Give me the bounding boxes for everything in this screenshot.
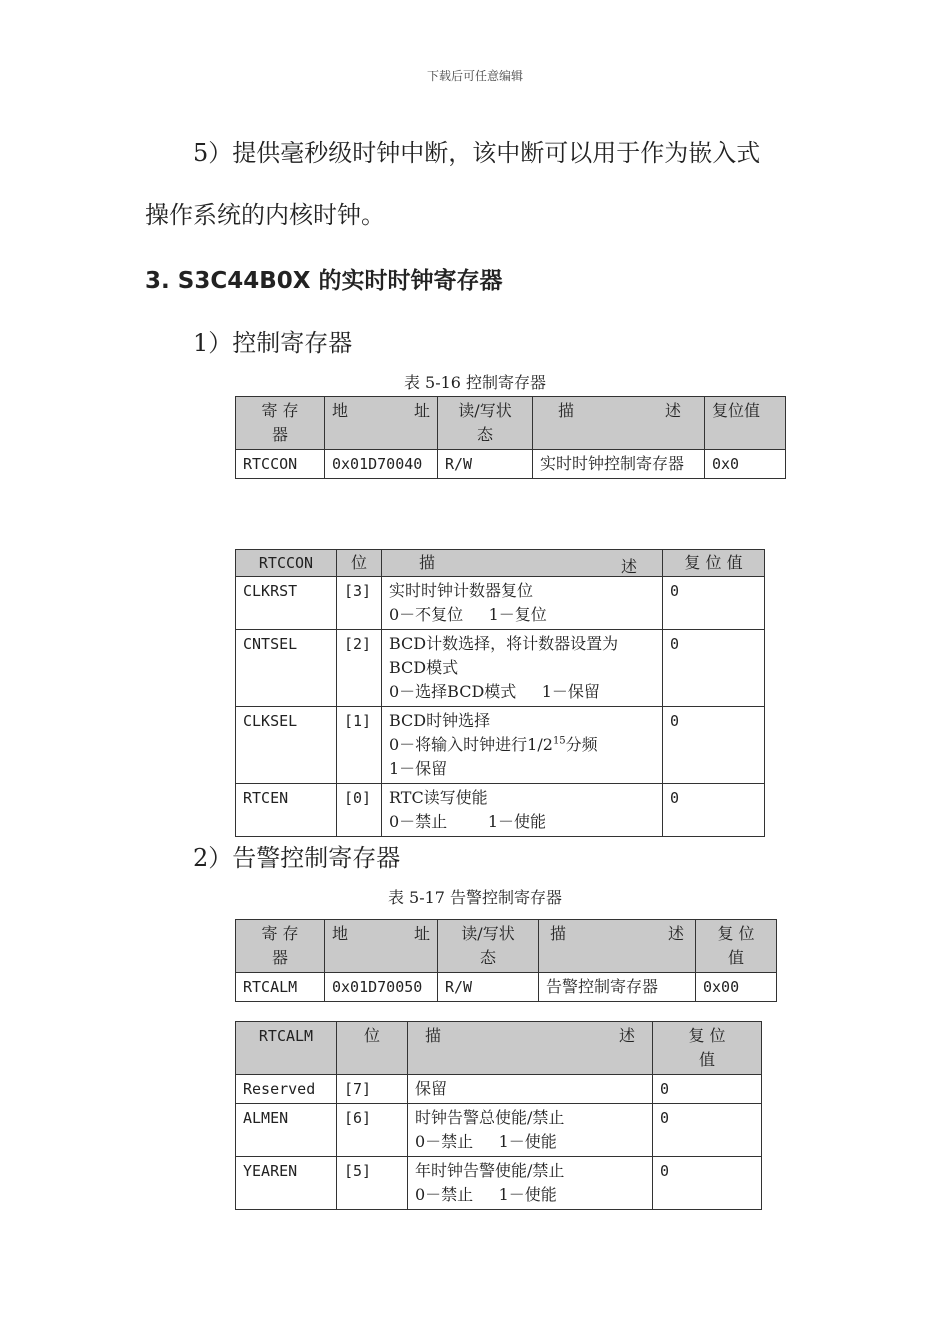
- cell-description: 保留: [408, 1075, 653, 1104]
- header-reset: 复 位 值: [653, 1022, 762, 1075]
- header-description: 描 述: [408, 1022, 653, 1075]
- cell-description: 时钟告警总使能/禁止 0－禁止 1－使能: [408, 1104, 653, 1157]
- cell-bit: [7]: [337, 1075, 408, 1104]
- cell-name: Reserved: [236, 1075, 337, 1104]
- table-header-row: [236, 550, 765, 577]
- cell-register: RTCALM: [236, 973, 325, 1002]
- table-header-row: [236, 397, 786, 450]
- cell-description: RTC读写使能 0－禁止 1－使能: [382, 784, 663, 837]
- cell-bit: [1]: [337, 707, 382, 784]
- bitfield-table-rtcalm: [235, 1021, 762, 1210]
- header-reset: 复 位 值: [663, 550, 765, 577]
- table-row: [236, 630, 765, 707]
- header-bit: 位: [337, 550, 382, 577]
- cell-bit: [0]: [337, 784, 382, 837]
- subsection-title: 1）控制寄存器: [193, 329, 353, 357]
- cell-bit: [2]: [337, 630, 382, 707]
- header-reset: 复 位 值: [696, 920, 777, 973]
- cell-reset: 0: [653, 1157, 762, 1210]
- bitfield-table-rtccon: [235, 549, 765, 837]
- cell-reset: 0: [653, 1104, 762, 1157]
- cell-name: YEAREN: [236, 1157, 337, 1210]
- cell-description: 年时钟告警使能/禁止 0－禁止 1－使能: [408, 1157, 653, 1210]
- table-row: [236, 1104, 762, 1157]
- header-description: 描 述: [533, 397, 705, 450]
- paragraph-line: 5）提供毫秒级时钟中断，该中断可以用于作为嵌入式: [193, 139, 761, 167]
- table-header-row: [236, 1022, 762, 1075]
- paragraph-line: 操作系统的内核时钟。: [145, 201, 385, 229]
- table-row: [236, 707, 765, 784]
- header-register: 寄 存 器: [236, 397, 325, 450]
- cell-reset: 0: [663, 577, 765, 630]
- cell-name: CNTSEL: [236, 630, 337, 707]
- cell-description: BCD时钟选择 0－将输入时钟进行$1/2^{15}$分频 1－保留: [382, 707, 663, 784]
- table-row: [236, 1157, 762, 1210]
- cell-description: 实时时钟计数器复位 0－不复位 1－复位: [382, 577, 663, 630]
- cell-name: CLKRST: [236, 577, 337, 630]
- cell-address: 0x01D70040: [325, 450, 438, 479]
- header-name: RTCALM: [236, 1022, 337, 1075]
- page-header: 下载后可任意编辑: [426, 69, 523, 83]
- table-caption: 表 5-16 控制寄存器: [403, 373, 547, 392]
- cell-description: 实时时钟控制寄存器: [533, 450, 705, 479]
- header-address: 地 址: [325, 397, 438, 450]
- header-bit: 位: [337, 1022, 408, 1075]
- cell-reset: 0: [653, 1075, 762, 1104]
- header-description: 描 述: [539, 920, 696, 973]
- table-row: [236, 577, 765, 630]
- header-address: 地 址: [325, 920, 438, 973]
- cell-name: CLKSEL: [236, 707, 337, 784]
- cell-address: 0x01D70050: [325, 973, 438, 1002]
- cell-name: RTCEN: [236, 784, 337, 837]
- header-register: 寄 存 器: [236, 920, 325, 973]
- header-reset: 复位值: [705, 397, 786, 450]
- cell-reset: 0: [663, 630, 765, 707]
- table-row: [236, 1075, 762, 1104]
- table-row: [236, 450, 786, 479]
- cell-description: 告警控制寄存器: [539, 973, 696, 1002]
- cell-rw: R/W: [438, 973, 539, 1002]
- cell-reset: 0: [663, 707, 765, 784]
- section-heading: 3. S3C44B0X 的实时时钟寄存器: [145, 268, 503, 294]
- header-rw: 读/写状 态: [438, 920, 539, 973]
- register-table-rtccon: [235, 396, 786, 479]
- cell-reset: 0x00: [696, 973, 777, 1002]
- table-row: [236, 973, 777, 1002]
- header-description: 描 述: [382, 550, 663, 577]
- cell-bit: [5]: [337, 1157, 408, 1210]
- cell-reset: 0x0: [705, 450, 786, 479]
- table-header-row: [236, 920, 777, 973]
- cell-register: RTCCON: [236, 450, 325, 479]
- register-table-rtcalm: [235, 919, 777, 1002]
- cell-reset: 0: [663, 784, 765, 837]
- cell-bit: [6]: [337, 1104, 408, 1157]
- table-row: [236, 784, 765, 837]
- cell-rw: R/W: [438, 450, 533, 479]
- cell-bit: [3]: [337, 577, 382, 630]
- cell-description: BCD计数选择，将计数器设置为 BCD模式 0－选择BCD模式 1－保留: [382, 630, 663, 707]
- table-caption: 表 5-17 告警控制寄存器: [387, 888, 563, 907]
- cell-name: ALMEN: [236, 1104, 337, 1157]
- header-name: RTCCON: [236, 550, 337, 577]
- subsection-title: 2）告警控制寄存器: [193, 844, 401, 872]
- header-rw: 读/写状 态: [438, 397, 533, 450]
